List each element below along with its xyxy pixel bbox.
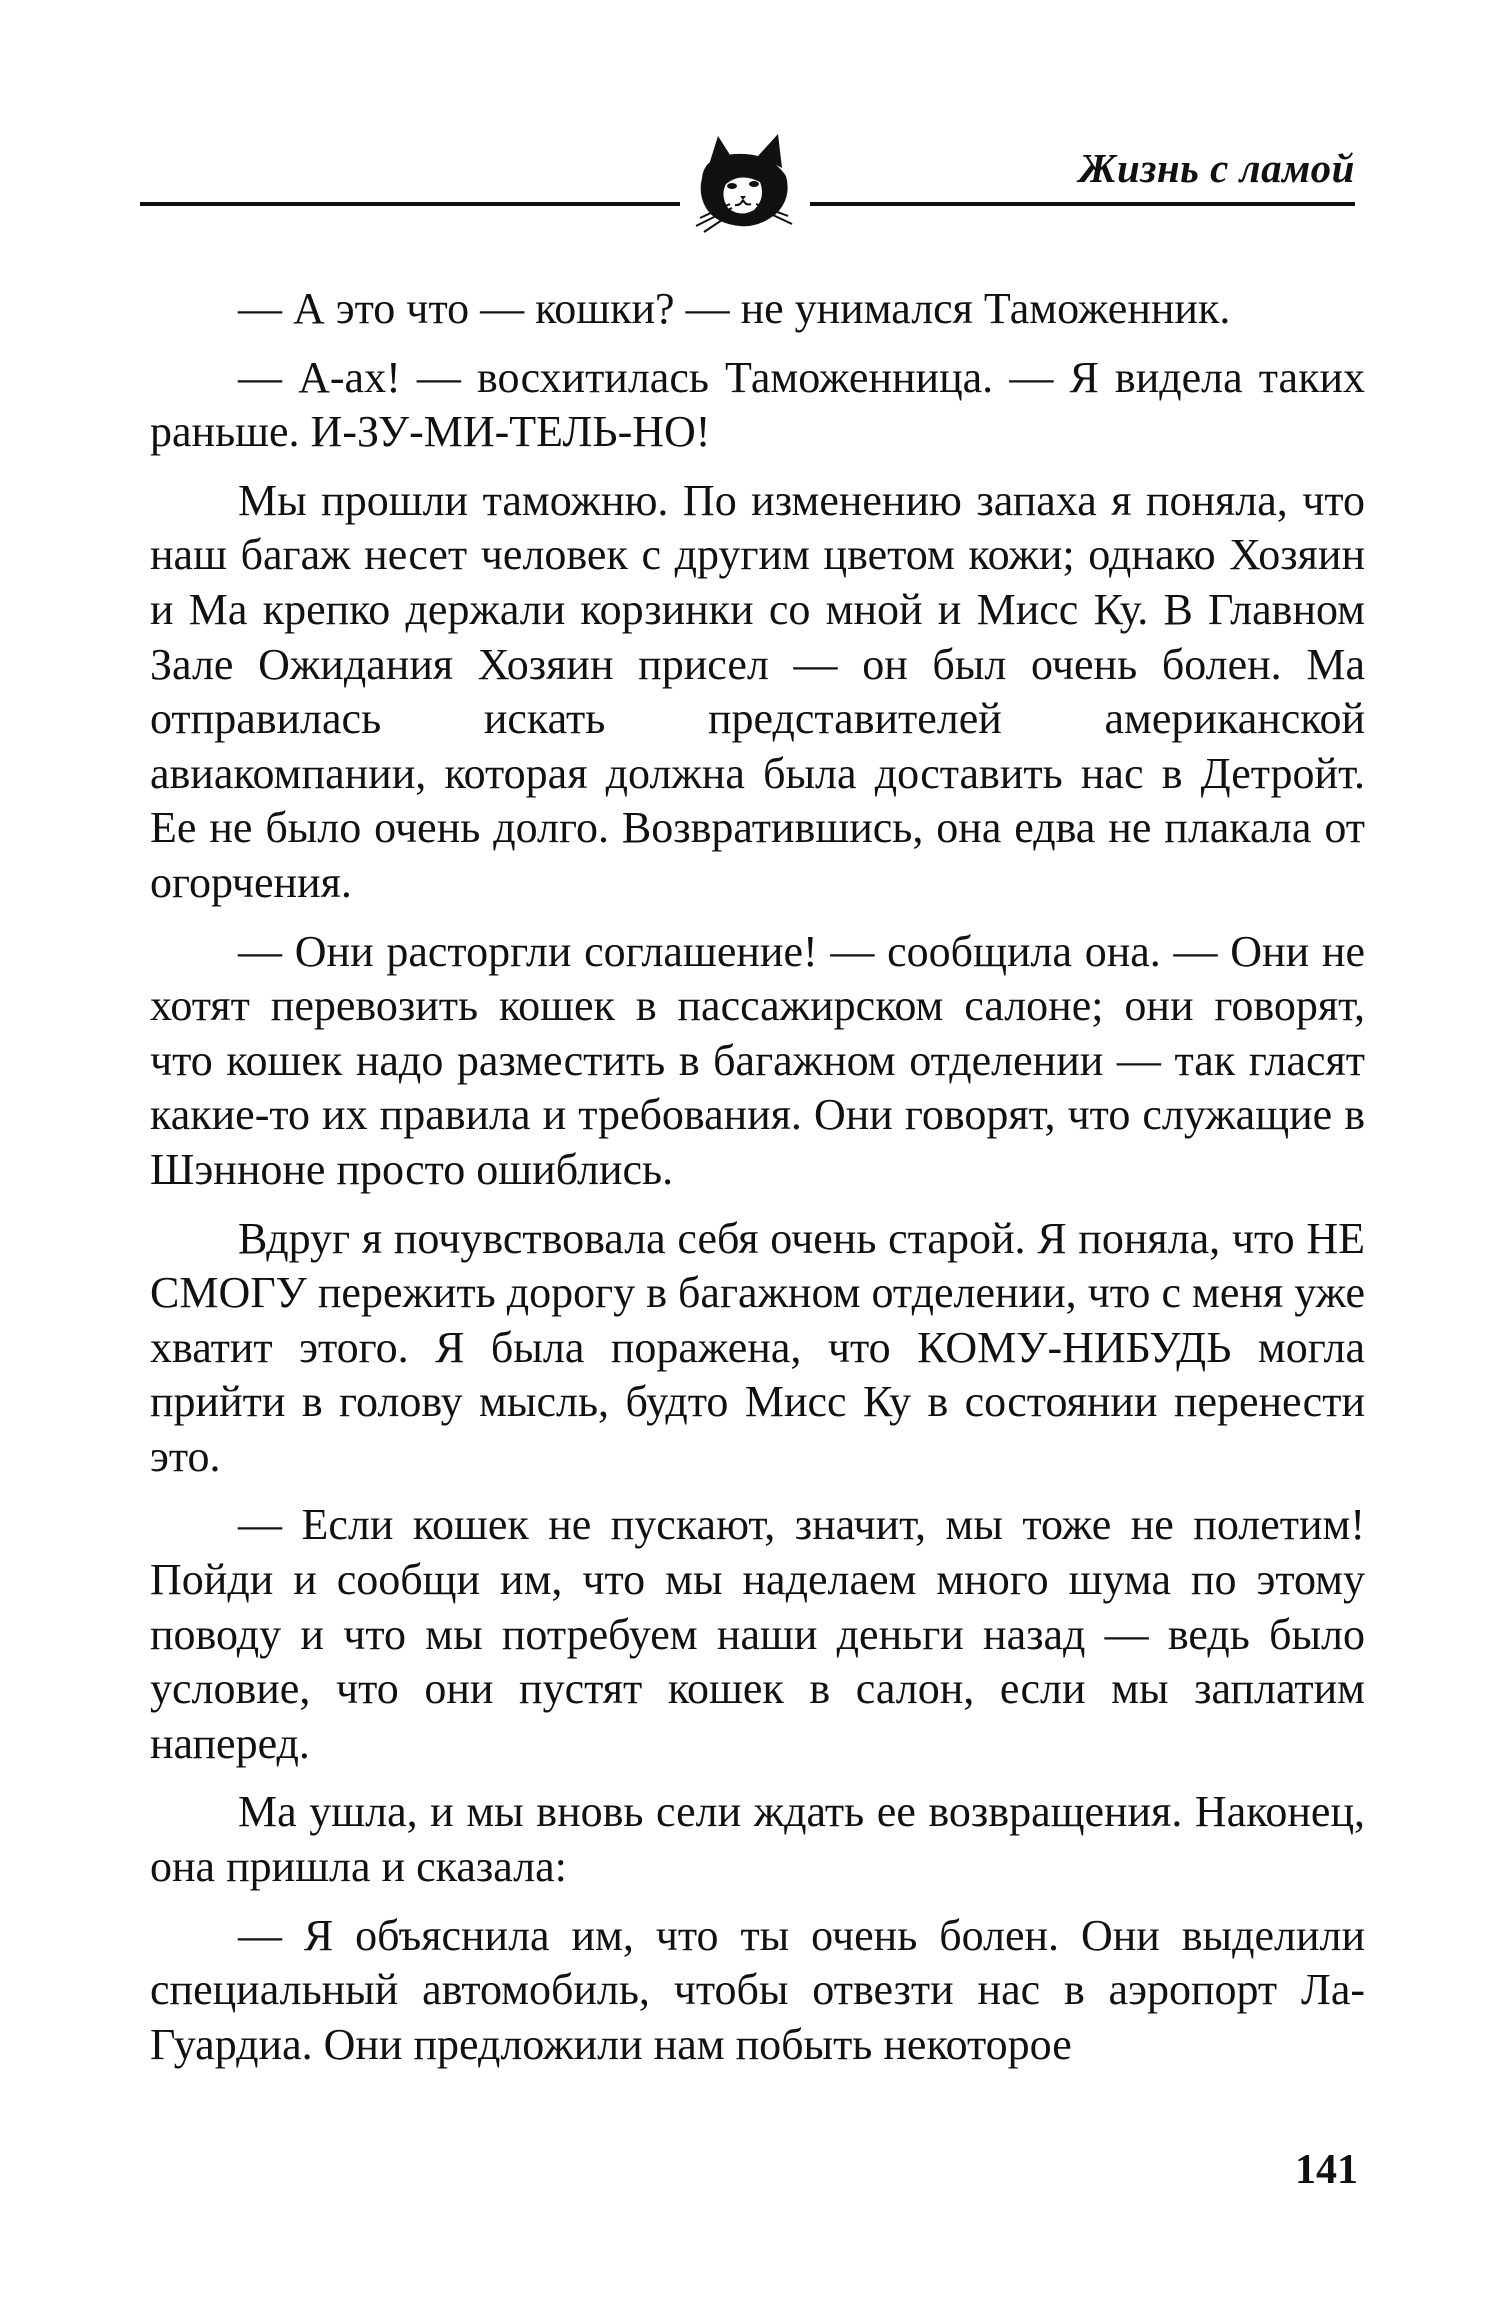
paragraph: Вдруг я почувствовала себя очень старой. Я поняла, что НЕ СМОГУ пережить дорогу в багажном отделении, что с меня уже хватит этого. Я была поражена, что КОМУ-НИБУДЬ могла прийти в голову мысль, будто Мисс Ку в состоянии перенести это. <box>150 1213 1365 1481</box>
running-header <box>140 128 1355 238</box>
paragraph: Мы прошли таможню. По изменению запаха я поняла, что наш багаж несет человек с другим цветом кожи; однако Хозяин и Ма крепко держали корзинки со мной и Мисс Ку. В Главном Зале Ожидания Хозяин присел — он был очень болен. Ма отправилась искать представителей американской авиакомпании, которая должна была доставить нас в Детройт. Ее не было очень долго. Возвратившись, она едва не плакала от огорчения. <box>150 475 1365 907</box>
paragraph: Ма ушла, и мы вновь сели ждать ее возвращения. Наконец, она пришла и сказала: <box>150 1787 1365 1892</box>
paragraph: — А-ах! — восхитилась Таможенница. — Я видела таких раньше. И-ЗУ-МИ-ТЕЛЬ-НО! <box>150 352 1365 457</box>
cat-head-icon <box>680 128 810 238</box>
running-title: Жизнь с ламой <box>1073 144 1355 192</box>
paragraph: — Они расторгли соглашение! — сообщила она. — Они не хотят перевозить кошек в пассажирском салоне; они говорят, что кошек надо разместить в багажном отделении — так гласят какие-то их правила и требования. Они говорят, что служащие в Шэнноне просто ошиблись. <box>150 926 1365 1194</box>
paragraph: — А это что — кошки? — не унимался Таможенник. <box>238 284 1231 333</box>
body-text <box>150 282 1365 2086</box>
paragraph: — Я объяснила им, что ты очень болен. Они выделили специальный автомобиль, чтобы отвезти нас в аэропорт Ла-Гуардиа. Они предложили нам побыть некоторое <box>150 1910 1365 2069</box>
paragraph: — Если кошек не пускают, значит, мы тоже не полетим! Пойди и сообщи им, что мы наделаем много шума по этому поводу и что мы потребуем наши деньги назад — ведь было условие, что они пустят кошек в салон, если мы заплатим наперед. <box>150 1500 1365 1768</box>
page-number: 141 <box>1295 2147 1358 2193</box>
